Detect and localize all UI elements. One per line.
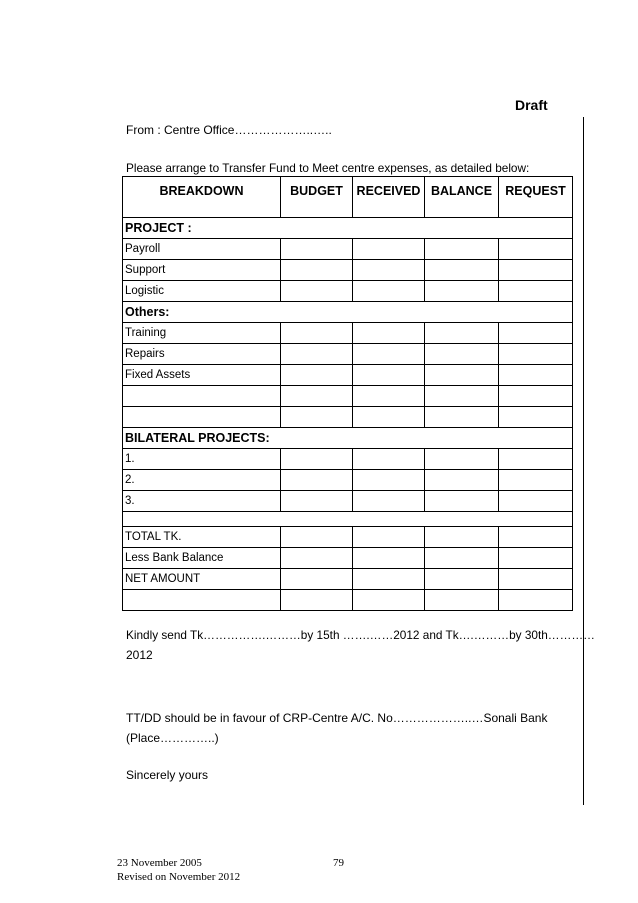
- table-row: [123, 239, 573, 260]
- balance-cell[interactable]: [425, 569, 499, 590]
- received-cell[interactable]: [353, 590, 425, 611]
- received-cell[interactable]: [353, 386, 425, 407]
- intro-line: Please arrange to Transfer Fund to Meet centre expenses, as detailed below:: [126, 161, 530, 175]
- received-cell[interactable]: [353, 470, 425, 491]
- budget-cell[interactable]: [281, 470, 353, 491]
- table-row: [123, 470, 573, 491]
- budget-cell[interactable]: [281, 239, 353, 260]
- section-project: PROJECT :: [123, 218, 573, 239]
- received-cell[interactable]: [353, 407, 425, 428]
- table-header-row: [123, 177, 573, 218]
- budget-cell[interactable]: [281, 569, 353, 590]
- footer-page-number: 79: [333, 857, 344, 869]
- budget-cell[interactable]: [281, 527, 353, 548]
- tt-dd-line: TT/DD should be in favour of CRP-Centre A/C. No………………..…Sonali Bank: [126, 711, 548, 725]
- row-label-blank[interactable]: [123, 590, 281, 611]
- balance-cell[interactable]: [425, 491, 499, 512]
- spacer-row: [123, 512, 573, 527]
- balance-cell[interactable]: [425, 344, 499, 365]
- request-cell[interactable]: [499, 344, 573, 365]
- received-cell[interactable]: [353, 569, 425, 590]
- balance-cell[interactable]: [425, 386, 499, 407]
- received-cell[interactable]: [353, 239, 425, 260]
- budget-cell[interactable]: [281, 344, 353, 365]
- table-row: [123, 260, 573, 281]
- table-row: [123, 365, 573, 386]
- row-label: Repairs: [123, 344, 281, 365]
- row-label: Less Bank Balance: [123, 548, 281, 569]
- row-label: Fixed Assets: [123, 365, 281, 386]
- table-row: [123, 449, 573, 470]
- budget-cell[interactable]: [281, 491, 353, 512]
- budget-cell[interactable]: [281, 281, 353, 302]
- request-cell[interactable]: [499, 590, 573, 611]
- balance-cell[interactable]: [425, 323, 499, 344]
- balance-cell[interactable]: [425, 281, 499, 302]
- received-cell[interactable]: [353, 491, 425, 512]
- received-cell[interactable]: [353, 260, 425, 281]
- section-row: [123, 302, 573, 323]
- balance-cell[interactable]: [425, 365, 499, 386]
- row-label: 2.: [123, 470, 281, 491]
- section-others: Others:: [123, 302, 573, 323]
- request-cell[interactable]: [499, 470, 573, 491]
- table-row: [123, 344, 573, 365]
- fund-transfer-table: [122, 176, 573, 611]
- received-cell[interactable]: [353, 548, 425, 569]
- table-row: [123, 491, 573, 512]
- request-cell[interactable]: [499, 569, 573, 590]
- request-cell[interactable]: [499, 386, 573, 407]
- request-cell[interactable]: [499, 527, 573, 548]
- table-row: [123, 323, 573, 344]
- margin-rule: [583, 117, 584, 805]
- request-cell[interactable]: [499, 323, 573, 344]
- budget-cell[interactable]: [281, 449, 353, 470]
- received-cell[interactable]: [353, 344, 425, 365]
- spacer-cell: [123, 512, 573, 527]
- from-line: From : Centre Office………………..…..: [126, 123, 332, 137]
- col-request: REQUEST: [499, 177, 573, 218]
- table-row: [123, 386, 573, 407]
- balance-cell[interactable]: [425, 407, 499, 428]
- section-bilateral: BILATERAL PROJECTS:: [123, 428, 573, 449]
- footer-date: 23 November 2005: [117, 857, 202, 869]
- balance-cell[interactable]: [425, 590, 499, 611]
- balance-cell[interactable]: [425, 470, 499, 491]
- balance-cell[interactable]: [425, 260, 499, 281]
- request-cell[interactable]: [499, 365, 573, 386]
- request-cell[interactable]: [499, 239, 573, 260]
- received-cell[interactable]: [353, 449, 425, 470]
- received-cell[interactable]: [353, 365, 425, 386]
- kindly-send-line-2: 2012: [126, 648, 153, 662]
- row-label: NET AMOUNT: [123, 569, 281, 590]
- balance-cell[interactable]: [425, 449, 499, 470]
- row-label: Payroll: [123, 239, 281, 260]
- draft-label: Draft: [515, 97, 548, 113]
- budget-cell[interactable]: [281, 260, 353, 281]
- budget-cell[interactable]: [281, 590, 353, 611]
- sincerely-yours: Sincerely yours: [126, 768, 209, 782]
- request-cell[interactable]: [499, 449, 573, 470]
- row-label: Support: [123, 260, 281, 281]
- col-budget: BUDGET: [281, 177, 353, 218]
- request-cell[interactable]: [499, 491, 573, 512]
- request-cell[interactable]: [499, 260, 573, 281]
- table-row: [123, 590, 573, 611]
- col-balance: BALANCE: [425, 177, 499, 218]
- row-label: Training: [123, 323, 281, 344]
- budget-cell[interactable]: [281, 407, 353, 428]
- row-label-blank[interactable]: [123, 407, 281, 428]
- row-label: 1.: [123, 449, 281, 470]
- row-label: 3.: [123, 491, 281, 512]
- section-row: [123, 428, 573, 449]
- section-row: [123, 218, 573, 239]
- received-cell[interactable]: [353, 527, 425, 548]
- col-breakdown: BREAKDOWN: [123, 177, 281, 218]
- table-row: [123, 569, 573, 590]
- kindly-send-line: Kindly send Tk…………….………by 15th …….……2012 and Tk….………by 30th…………: [126, 628, 595, 642]
- table-row: [123, 281, 573, 302]
- balance-cell[interactable]: [425, 548, 499, 569]
- col-received: RECEIVED: [353, 177, 425, 218]
- place-line: (Place…………..): [126, 731, 219, 745]
- table-row: [123, 548, 573, 569]
- budget-cell[interactable]: [281, 365, 353, 386]
- received-cell[interactable]: [353, 281, 425, 302]
- row-label: Logistic: [123, 281, 281, 302]
- budget-cell[interactable]: [281, 548, 353, 569]
- balance-cell[interactable]: [425, 527, 499, 548]
- budget-cell[interactable]: [281, 323, 353, 344]
- table-row: [123, 407, 573, 428]
- request-cell[interactable]: [499, 407, 573, 428]
- table-row: [123, 527, 573, 548]
- request-cell[interactable]: [499, 548, 573, 569]
- budget-cell[interactable]: [281, 386, 353, 407]
- balance-cell[interactable]: [425, 239, 499, 260]
- request-cell[interactable]: [499, 281, 573, 302]
- footer-revised: Revised on November 2012: [117, 871, 241, 883]
- row-label-blank[interactable]: [123, 386, 281, 407]
- row-label: TOTAL TK.: [123, 527, 281, 548]
- received-cell[interactable]: [353, 323, 425, 344]
